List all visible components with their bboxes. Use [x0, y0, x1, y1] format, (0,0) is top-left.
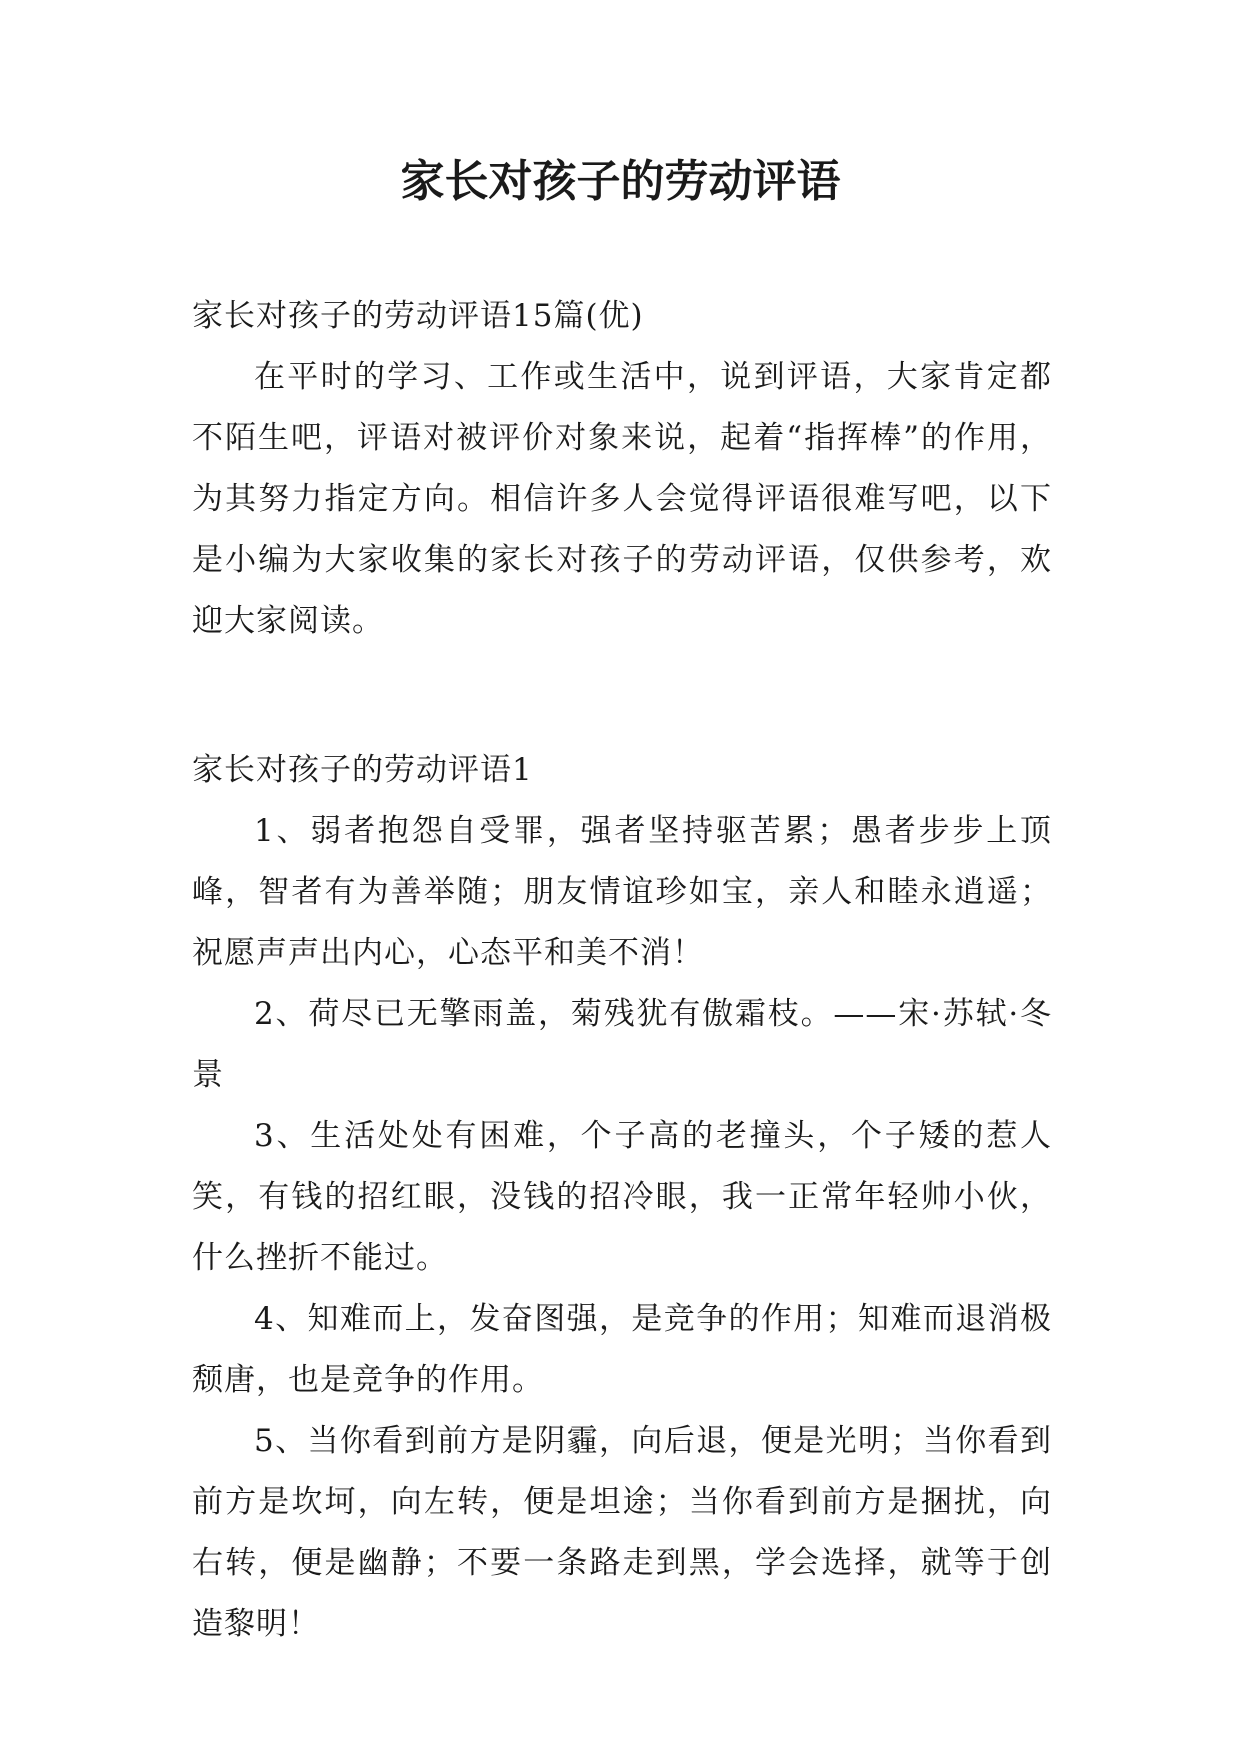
list-item: 2、荷尽已无擎雨盖，菊残犹有傲霜枝。——宋·苏轼·冬景: [192, 996, 1052, 1093]
intro-paragraph: 在平时的学习、工作或生活中，说到评语，大家肯定都不陌生吧，评语对被评价对象来说，起着“指挥棒”的作用，为其努力指定方向。相信许多人会觉得评语很难写吧，以下是小编为大家收集的家长对孩子的劳动评语，仅供参考，欢迎大家阅读。: [192, 359, 1052, 639]
section-spacer: [192, 652, 1052, 740]
list-item: 1、弱者抱怨自受罪，强者坚持驱苦累；愚者步步上顶峰，智者有为善举随；朋友情谊珍如宝，亲人和睦永逍遥；祝愿声声出内心，心态平和美不消！: [192, 813, 1052, 971]
document-body: [192, 286, 1052, 1655]
list-item: 5、当你看到前方是阴霾，向后退，便是光明；当你看到前方是坎坷，向左转，便是坦途；当你看到前方是捆扰，向右转，便是幽静；不要一条路走到黑，学会选择，就等于创造黎明！: [192, 1423, 1052, 1642]
section-heading: 家长对孩子的劳动评语1: [192, 752, 533, 788]
list-item: 4、知难而上，发奋图强，是竞争的作用；知难而退消极颓唐，也是竞争的作用。: [192, 1301, 1052, 1398]
document-title: 家长对孩子的劳动评语: [400, 156, 841, 207]
document-subtitle: 家长对孩子的劳动评语15篇(优): [192, 298, 644, 334]
list-item: 3、生活处处有困难，个子高的老撞头，个子矮的惹人笑，有钱的招红眼，没钱的招冷眼，我一正常年轻帅小伙，什么挫折不能过。: [192, 1118, 1052, 1276]
